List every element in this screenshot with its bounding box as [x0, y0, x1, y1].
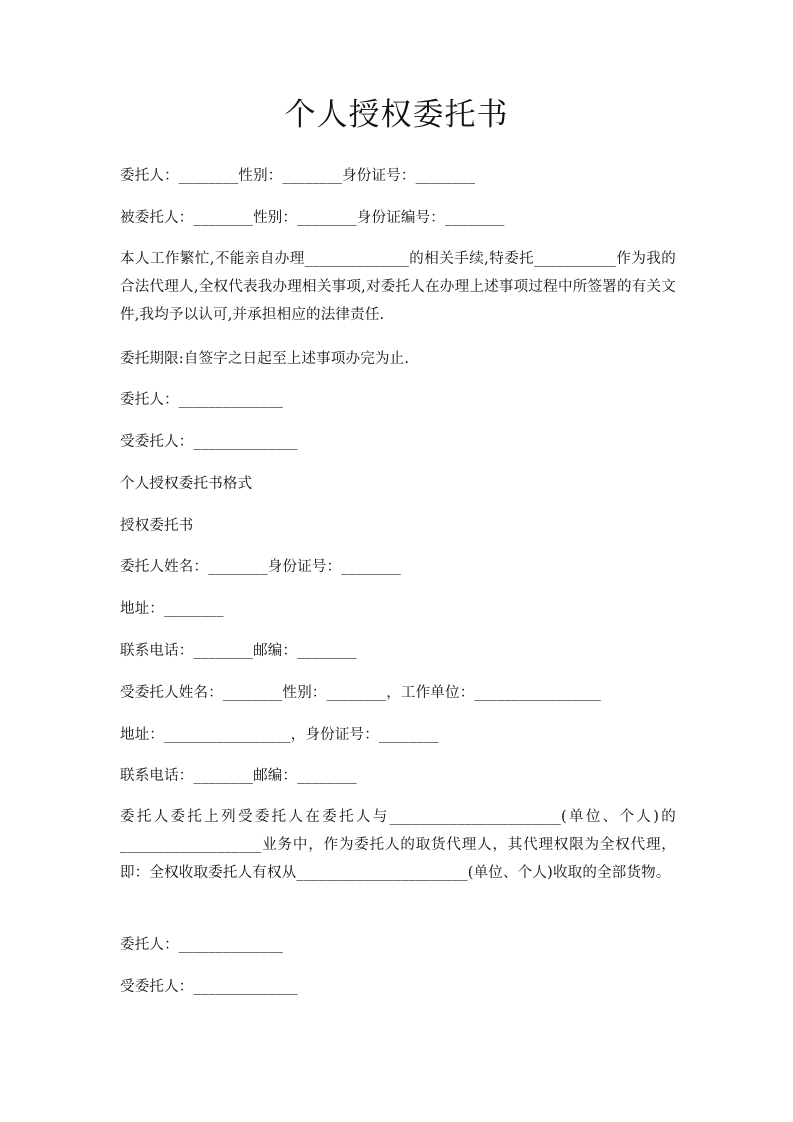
principal-name-id-line: 委托人姓名：________身份证号：________	[120, 559, 401, 575]
authorization-paragraph: 本人工作繁忙,不能亲自办理______________的相关手续,特委托___________作为我的合法代理人,全权代表我办理相关事项,对委托人在办理上述事项过程中所签署的有关文件,我均予以认可,并承担相应的法律责任.	[120, 251, 676, 323]
term-line: 委托期限:自签字之日起至上述事项办完为止.	[120, 351, 410, 367]
agent-name-gender-workplace-line: 受委托人姓名：________性别：________，工作单位：_________________	[120, 685, 602, 701]
principal-signature-line: 委托人：______________	[120, 392, 284, 408]
agent-info-line: 被委托人：________性别：________身份证编号：________	[120, 210, 505, 226]
agent-address-id-line: 地址：_________________，身份证号：________	[120, 727, 439, 743]
section-heading-format: 个人授权委托书格式	[120, 476, 253, 492]
principal-address-line: 地址：________	[120, 601, 224, 617]
principal-phone-postcode-line: 联系电话：________邮编：________	[120, 643, 357, 659]
agent-phone-postcode-line: 联系电话：________邮编：________	[120, 768, 357, 784]
agent-signature-line-2: 受委托人：______________	[120, 979, 298, 995]
section-heading-authorization: 授权委托书	[120, 518, 194, 534]
document-title: 个人授权委托书	[284, 97, 509, 133]
principal-signature-line-2: 委托人：______________	[120, 937, 284, 953]
delivery-authorization-paragraph: 委托人委托上列受委托人在委托人与_______________________(单位、个人)的___________________业务中，作为委托人的取货代理人，其代理权限为全权代理，即：全权收取委托人有权从_______________________(单位、个人)收取的全部货物。	[120, 809, 676, 881]
agent-signature-line: 受委托人：______________	[120, 434, 298, 450]
principal-info-line: 委托人：________性别：________身份证号：________	[120, 168, 476, 184]
